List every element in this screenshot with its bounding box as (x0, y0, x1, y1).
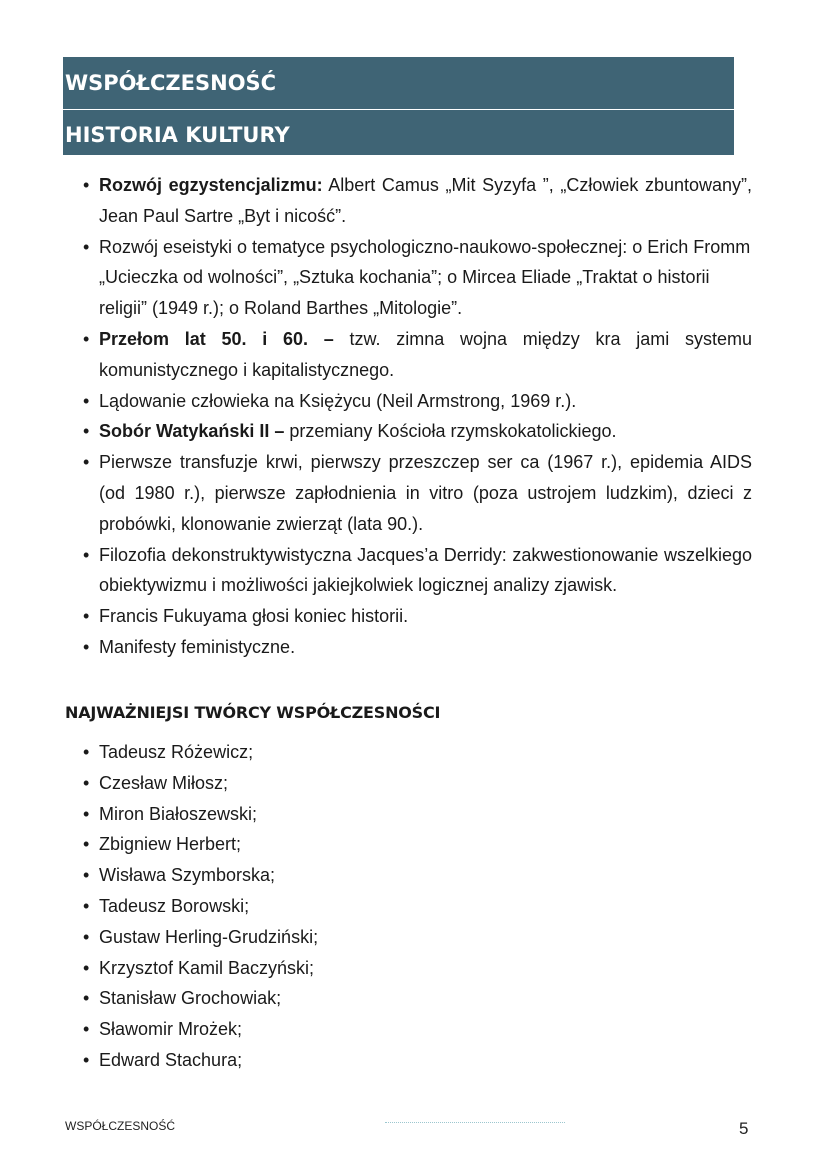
list-item: • Krzysztof Kamil Baczyński; (83, 953, 752, 984)
creators-list (83, 737, 752, 1076)
header-bar-subtitle (63, 110, 734, 155)
footer-title: WSPÓŁCZESNOŚĆ (65, 1119, 176, 1133)
header-bar-title (63, 57, 734, 109)
item-bold: Sobór Watykański II – (99, 421, 285, 442)
list-item: • Czesław Miłosz; (83, 768, 752, 799)
item-bold: Rozwój egzystencjalizmu: (99, 175, 323, 195)
footer-divider (385, 1122, 565, 1125)
item-text: Lądowanie człowieka na Księżycu (Neil Armstrong, 1969 r.). (99, 390, 577, 411)
list-item: • Miron Białoszewski; (83, 799, 752, 830)
list-item (83, 416, 752, 447)
creators-heading: NAJWAŻNIEJSI TWÓRCY WSPÓŁCZESNOŚCI (65, 703, 441, 722)
item-text: tzw. zimna wojna między kra jami systemu komunistycznego i kapitalistycznego. (99, 328, 752, 380)
item-text: Francis Fukuyama głosi koniec historii. (99, 606, 409, 627)
item-text: Albert Camus „Mit Syzyfa ”, „Człowiek zbuntowany”, Jean Paul Sartre „Byt i nicość”. (99, 175, 753, 226)
page-title: WSPÓŁCZESNOŚĆ (65, 70, 277, 95)
list-item (83, 324, 752, 386)
list-item: • Wisława Szymborska; (83, 860, 752, 891)
item-text: przemiany Kościoła rzymskokatolickiego. (284, 421, 617, 442)
item-text: Manifesty feministyczne. (99, 636, 296, 657)
list-item (83, 232, 752, 324)
list-item: • Tadeusz Borowski; (83, 891, 752, 922)
list-item (83, 632, 752, 663)
list-item (83, 601, 752, 632)
list-item: • Gustaw Herling-Grudziński; (83, 922, 752, 953)
item-text: Filozofia dekonstruktywistyczna Jacques’a Derridy: zakwestionowanie wszelkiego obiektywizmu i możliwości jakiejkolwiek logicznej analizy zjawisk. (99, 544, 752, 596)
section-subtitle: HISTORIA KULTURY (65, 123, 290, 147)
item-bold: Przełom lat 50. i 60. – (99, 328, 334, 349)
item-text: Rozwój eseistyki o tematyce psychologiczno-naukowo-społecznej: o Erich Fromm „Ucieczka od wolności”, „Sztuka kochania”; o Mircea Eliade „Traktat o historii religii” (1949 r.); o Roland Barthes „Mitologie”. (99, 236, 751, 319)
page-number: 5 (739, 1119, 749, 1138)
list-item (83, 447, 752, 539)
list-item (83, 170, 752, 232)
list-item: • Sławomir Mrożek; (83, 1014, 752, 1045)
list-item: • Zbigniew Herbert; (83, 829, 752, 860)
list-item (83, 386, 752, 417)
list-item: • Stanisław Grochowiak; (83, 983, 752, 1014)
list-item (83, 540, 752, 602)
list-item: • Tadeusz Różewicz; (83, 737, 752, 768)
list-item: • Edward Stachura; (83, 1045, 752, 1076)
item-text: Pierwsze transfuzje krwi, pierwszy przeszczep ser ca (1967 r.), epidemia AIDS (od 1980 r.), pierwsze zapłodnienia in vitro (poza ustrojem ludzkim), dzieci z probówki, klonowanie zwierząt (lata 90.). (99, 452, 752, 534)
history-list (83, 170, 752, 663)
